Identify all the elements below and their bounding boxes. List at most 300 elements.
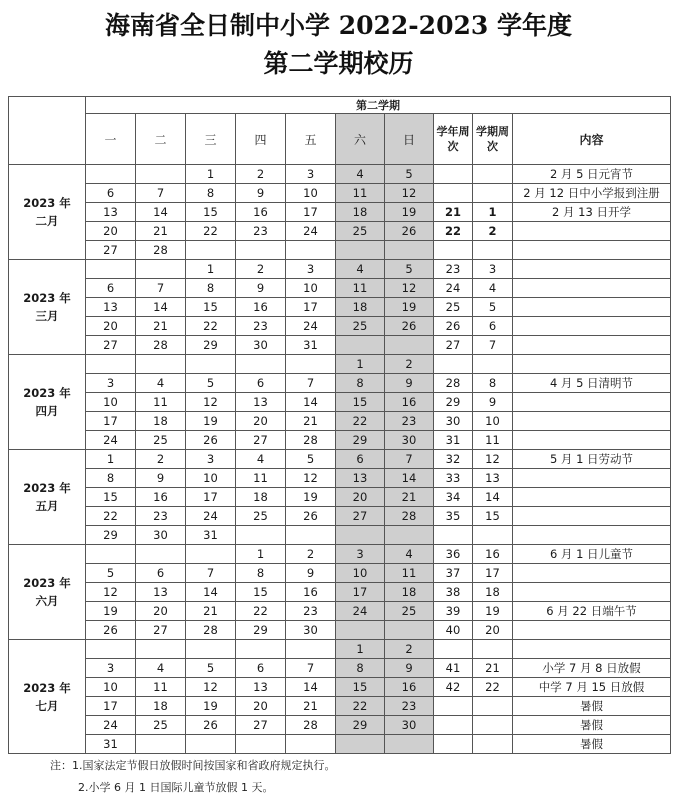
day-cell: 27 (86, 241, 136, 260)
term-week-cell (473, 355, 513, 374)
day-cell: 4 (336, 165, 385, 184)
week-row (9, 355, 671, 374)
day-cell: 15 (336, 678, 385, 697)
school-week-cell (434, 640, 473, 659)
month-label-year: 2023 年 (23, 576, 71, 590)
term-week-cell: 13 (473, 469, 513, 488)
day-cell: 15 (336, 393, 385, 412)
school-week-cell (434, 355, 473, 374)
day-cell: 11 (336, 279, 385, 298)
day-cell: 13 (136, 583, 186, 602)
day-cell (286, 241, 336, 260)
day-cell (86, 355, 136, 374)
day-cell: 4 (336, 260, 385, 279)
day-cell (336, 241, 385, 260)
week-row (9, 583, 671, 602)
content-cell: 2 月 13 日开学 (513, 203, 671, 222)
school-week-cell: 42 (434, 678, 473, 697)
day-cell: 15 (236, 583, 286, 602)
day-cell (286, 640, 336, 659)
day-cell (136, 260, 186, 279)
term-week-cell: 2 (473, 222, 513, 241)
content-cell (513, 393, 671, 412)
day-cell: 5 (385, 260, 434, 279)
day-cell (186, 640, 236, 659)
month-label-year: 2023 年 (23, 481, 71, 495)
weekday-header-thu: 四 (236, 114, 286, 165)
week-row (9, 336, 671, 355)
week-row (9, 488, 671, 507)
note-1: 注：1.国家法定节假日放假时间按国家和省政府规定执行。 (50, 759, 336, 772)
day-cell: 2 (385, 640, 434, 659)
day-cell (385, 241, 434, 260)
day-cell (385, 526, 434, 545)
day-cell: 17 (286, 298, 336, 317)
day-cell (136, 355, 186, 374)
day-cell: 8 (236, 564, 286, 583)
day-cell: 19 (86, 602, 136, 621)
school-week-cell: 38 (434, 583, 473, 602)
day-cell (236, 640, 286, 659)
month-label (9, 450, 86, 545)
day-cell (336, 621, 385, 640)
day-cell: 8 (336, 374, 385, 393)
day-cell: 30 (286, 621, 336, 640)
day-cell: 3 (286, 260, 336, 279)
term-week-cell: 4 (473, 279, 513, 298)
day-cell: 1 (236, 545, 286, 564)
day-cell: 24 (86, 431, 136, 450)
day-cell: 21 (385, 488, 434, 507)
content-cell: 中学 7 月 15 日放假 (513, 678, 671, 697)
day-cell: 13 (236, 393, 286, 412)
content-cell (513, 317, 671, 336)
week-row (9, 735, 671, 754)
day-cell: 4 (136, 659, 186, 678)
month-label-year: 2023 年 (23, 291, 71, 305)
day-cell: 12 (186, 678, 236, 697)
week-row (9, 469, 671, 488)
day-cell: 1 (336, 640, 385, 659)
week-row (9, 621, 671, 640)
week-row (9, 602, 671, 621)
school-week-cell: 22 (434, 222, 473, 241)
content-cell: 6 月 1 日儿童节 (513, 545, 671, 564)
school-week-cell: 30 (434, 412, 473, 431)
week-row (9, 697, 671, 716)
term-week-cell: 10 (473, 412, 513, 431)
month-label (9, 165, 86, 260)
school-week-cell: 24 (434, 279, 473, 298)
day-cell: 17 (86, 697, 136, 716)
day-cell: 7 (136, 279, 186, 298)
day-cell (336, 526, 385, 545)
school-week-cell (434, 184, 473, 203)
day-cell (136, 165, 186, 184)
day-cell (286, 735, 336, 754)
content-cell (513, 507, 671, 526)
day-cell: 19 (385, 298, 434, 317)
day-cell: 7 (136, 184, 186, 203)
week-row (9, 678, 671, 697)
calendar-body (9, 165, 671, 754)
day-cell: 11 (236, 469, 286, 488)
week-row (9, 184, 671, 203)
school-week-header: 学年周次 (434, 114, 473, 165)
day-cell: 9 (236, 279, 286, 298)
day-cell: 9 (136, 469, 186, 488)
day-cell (136, 640, 186, 659)
day-cell: 25 (136, 716, 186, 735)
day-cell (286, 355, 336, 374)
weekday-header-sun: 日 (385, 114, 434, 165)
term-week-cell (473, 526, 513, 545)
term-week-cell: 11 (473, 431, 513, 450)
school-week-cell: 28 (434, 374, 473, 393)
day-cell (336, 735, 385, 754)
day-cell: 4 (236, 450, 286, 469)
day-cell: 18 (385, 583, 434, 602)
day-cell: 31 (286, 336, 336, 355)
title-line-1: 海南省全日制中小学 2022-2023 学年度 (105, 11, 572, 40)
day-cell: 27 (236, 431, 286, 450)
day-cell: 7 (186, 564, 236, 583)
term-week-cell: 8 (473, 374, 513, 393)
school-week-cell: 31 (434, 431, 473, 450)
day-cell: 13 (336, 469, 385, 488)
day-cell (136, 735, 186, 754)
day-cell (186, 545, 236, 564)
day-cell: 24 (336, 602, 385, 621)
day-cell: 11 (336, 184, 385, 203)
day-cell: 26 (186, 716, 236, 735)
day-cell (186, 355, 236, 374)
term-week-cell: 22 (473, 678, 513, 697)
day-cell: 4 (385, 545, 434, 564)
school-week-cell: 34 (434, 488, 473, 507)
day-cell: 20 (236, 412, 286, 431)
week-row (9, 241, 671, 260)
day-cell: 20 (86, 317, 136, 336)
day-cell: 18 (136, 412, 186, 431)
week-row (9, 393, 671, 412)
day-cell: 23 (236, 222, 286, 241)
semester-header: 第二学期 (86, 97, 671, 114)
day-cell: 23 (286, 602, 336, 621)
day-cell: 16 (236, 298, 286, 317)
day-cell: 1 (336, 355, 385, 374)
weekday-header-tue: 二 (136, 114, 186, 165)
day-cell: 8 (336, 659, 385, 678)
week-row (9, 165, 671, 184)
content-cell: 2 月 5 日元宵节 (513, 165, 671, 184)
content-cell (513, 640, 671, 659)
day-cell: 29 (86, 526, 136, 545)
day-cell: 6 (236, 374, 286, 393)
day-cell: 26 (186, 431, 236, 450)
day-cell: 14 (136, 298, 186, 317)
day-cell: 20 (236, 697, 286, 716)
week-row (9, 374, 671, 393)
month-label-month: 六月 (35, 594, 59, 608)
week-row (9, 412, 671, 431)
day-cell: 9 (385, 374, 434, 393)
term-week-cell (473, 165, 513, 184)
month-label (9, 545, 86, 640)
school-week-cell: 21 (434, 203, 473, 222)
week-row (9, 260, 671, 279)
day-cell: 22 (336, 412, 385, 431)
term-week-cell (473, 735, 513, 754)
day-cell: 28 (136, 336, 186, 355)
day-cell: 29 (236, 621, 286, 640)
day-cell: 18 (336, 298, 385, 317)
day-cell: 28 (286, 716, 336, 735)
day-cell: 18 (336, 203, 385, 222)
term-week-cell: 5 (473, 298, 513, 317)
day-cell: 16 (385, 678, 434, 697)
school-week-cell: 25 (434, 298, 473, 317)
term-week-cell: 6 (473, 317, 513, 336)
day-cell: 6 (236, 659, 286, 678)
day-cell: 2 (236, 165, 286, 184)
day-cell: 28 (286, 431, 336, 450)
day-cell: 5 (186, 374, 236, 393)
day-cell: 11 (136, 393, 186, 412)
school-week-cell: 27 (434, 336, 473, 355)
day-cell: 10 (86, 678, 136, 697)
day-cell: 9 (286, 564, 336, 583)
month-label-month: 七月 (35, 698, 59, 713)
day-cell: 30 (385, 431, 434, 450)
school-week-cell: 37 (434, 564, 473, 583)
day-cell: 20 (336, 488, 385, 507)
day-cell: 14 (286, 678, 336, 697)
day-cell: 11 (136, 678, 186, 697)
day-cell: 19 (385, 203, 434, 222)
day-cell: 16 (286, 583, 336, 602)
day-cell: 12 (86, 583, 136, 602)
day-cell (186, 735, 236, 754)
day-cell: 16 (236, 203, 286, 222)
day-cell: 6 (336, 450, 385, 469)
day-cell (186, 241, 236, 260)
content-cell (513, 355, 671, 374)
content-cell (513, 412, 671, 431)
day-cell: 2 (236, 260, 286, 279)
content-cell: 暑假 (513, 697, 671, 716)
day-cell: 12 (385, 279, 434, 298)
title-line-2: 第二学期校历 (263, 49, 414, 78)
day-cell: 23 (136, 507, 186, 526)
day-cell: 13 (86, 298, 136, 317)
term-week-cell: 20 (473, 621, 513, 640)
day-cell: 29 (336, 716, 385, 735)
day-cell: 23 (385, 412, 434, 431)
day-cell (236, 735, 286, 754)
day-cell: 10 (286, 279, 336, 298)
day-cell: 19 (186, 697, 236, 716)
day-cell: 22 (336, 697, 385, 716)
week-row (9, 545, 671, 564)
day-cell: 15 (186, 298, 236, 317)
day-cell (286, 526, 336, 545)
term-week-cell (473, 697, 513, 716)
content-cell (513, 241, 671, 260)
content-cell: 小学 7 月 8 日放假 (513, 659, 671, 678)
school-week-cell: 23 (434, 260, 473, 279)
content-cell (513, 469, 671, 488)
day-cell: 27 (236, 716, 286, 735)
content-cell (513, 336, 671, 355)
term-week-cell: 21 (473, 659, 513, 678)
day-cell: 27 (136, 621, 186, 640)
term-week-cell: 14 (473, 488, 513, 507)
day-cell: 18 (136, 697, 186, 716)
day-cell: 21 (286, 697, 336, 716)
day-cell: 1 (186, 260, 236, 279)
content-cell: 暑假 (513, 735, 671, 754)
school-week-cell: 33 (434, 469, 473, 488)
day-cell: 10 (336, 564, 385, 583)
week-row (9, 526, 671, 545)
content-cell (513, 222, 671, 241)
day-cell: 24 (186, 507, 236, 526)
day-cell: 3 (336, 545, 385, 564)
day-cell: 30 (385, 716, 434, 735)
day-cell: 10 (186, 469, 236, 488)
day-cell: 2 (385, 355, 434, 374)
day-cell: 8 (86, 469, 136, 488)
day-cell: 3 (286, 165, 336, 184)
school-week-cell (434, 241, 473, 260)
school-week-cell (434, 526, 473, 545)
school-week-cell: 26 (434, 317, 473, 336)
day-cell: 28 (385, 507, 434, 526)
day-cell: 7 (385, 450, 434, 469)
day-cell: 13 (86, 203, 136, 222)
day-cell: 27 (86, 336, 136, 355)
content-header: 内容 (513, 114, 671, 165)
day-cell: 12 (186, 393, 236, 412)
month-label-month: 五月 (35, 499, 59, 513)
day-cell: 17 (86, 412, 136, 431)
day-cell: 10 (286, 184, 336, 203)
content-cell (513, 298, 671, 317)
day-cell: 14 (136, 203, 186, 222)
day-cell: 21 (186, 602, 236, 621)
day-cell (86, 640, 136, 659)
day-cell: 28 (136, 241, 186, 260)
content-cell (513, 564, 671, 583)
month-label-month: 四月 (35, 404, 59, 418)
day-cell: 25 (236, 507, 286, 526)
term-week-cell: 16 (473, 545, 513, 564)
day-cell: 21 (136, 222, 186, 241)
term-week-cell (473, 640, 513, 659)
day-cell: 22 (186, 222, 236, 241)
school-week-cell (434, 716, 473, 735)
term-week-cell (473, 241, 513, 260)
day-cell: 2 (286, 545, 336, 564)
school-week-cell: 39 (434, 602, 473, 621)
note-2: 2.小学 6 月 1 日国际儿童节放假 1 天。 (78, 781, 274, 794)
content-cell: 2 月 12 日中小学报到注册 (513, 184, 671, 203)
weekday-header-sat: 六 (336, 114, 385, 165)
day-cell: 30 (136, 526, 186, 545)
day-cell: 5 (86, 564, 136, 583)
day-cell: 19 (286, 488, 336, 507)
day-cell (385, 336, 434, 355)
day-cell: 15 (86, 488, 136, 507)
day-cell: 3 (86, 374, 136, 393)
day-cell (86, 545, 136, 564)
term-week-cell: 19 (473, 602, 513, 621)
day-cell (385, 735, 434, 754)
day-cell: 10 (86, 393, 136, 412)
school-week-cell (434, 697, 473, 716)
week-row (9, 279, 671, 298)
day-cell: 25 (336, 222, 385, 241)
day-cell: 30 (236, 336, 286, 355)
day-cell: 24 (86, 716, 136, 735)
day-cell: 12 (385, 184, 434, 203)
weekday-header-fri: 五 (286, 114, 336, 165)
month-label (9, 355, 86, 450)
day-cell: 4 (136, 374, 186, 393)
month-label-year: 2023 年 (23, 386, 71, 400)
day-cell: 23 (236, 317, 286, 336)
day-cell: 13 (236, 678, 286, 697)
day-cell: 3 (186, 450, 236, 469)
day-cell: 9 (236, 184, 286, 203)
day-cell: 17 (186, 488, 236, 507)
term-week-cell: 9 (473, 393, 513, 412)
term-week-cell: 17 (473, 564, 513, 583)
content-cell (513, 279, 671, 298)
day-cell (336, 336, 385, 355)
day-cell: 5 (385, 165, 434, 184)
day-cell: 1 (186, 165, 236, 184)
day-cell: 7 (286, 374, 336, 393)
day-cell: 15 (186, 203, 236, 222)
month-label-year: 2023 年 (23, 680, 71, 695)
term-week-cell: 18 (473, 583, 513, 602)
school-week-cell: 41 (434, 659, 473, 678)
day-cell: 26 (286, 507, 336, 526)
day-cell: 8 (186, 279, 236, 298)
term-week-cell: 1 (473, 203, 513, 222)
term-week-cell: 15 (473, 507, 513, 526)
day-cell: 5 (186, 659, 236, 678)
content-cell: 暑假 (513, 716, 671, 735)
term-week-cell: 12 (473, 450, 513, 469)
day-cell: 25 (136, 431, 186, 450)
day-cell: 21 (286, 412, 336, 431)
day-cell: 16 (385, 393, 434, 412)
day-cell: 28 (186, 621, 236, 640)
term-week-cell (473, 716, 513, 735)
week-row (9, 203, 671, 222)
school-week-cell: 40 (434, 621, 473, 640)
day-cell: 6 (136, 564, 186, 583)
content-cell (513, 488, 671, 507)
month-label (9, 260, 86, 355)
week-row (9, 450, 671, 469)
month-header-cell (9, 97, 86, 165)
day-cell: 24 (286, 222, 336, 241)
day-cell: 7 (286, 659, 336, 678)
